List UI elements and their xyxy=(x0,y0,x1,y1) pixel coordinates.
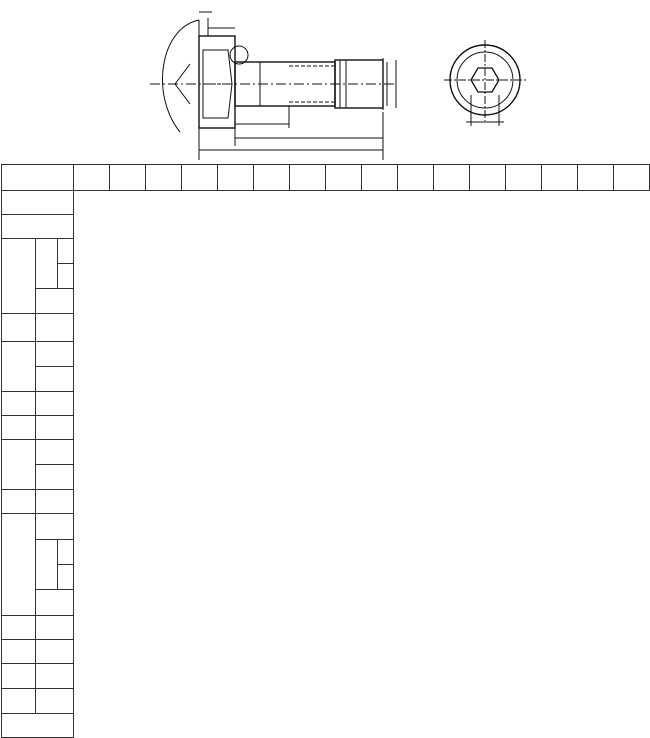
dk-max-label xyxy=(36,239,58,289)
row-label-dw xyxy=(2,664,36,689)
header-row xyxy=(2,165,650,191)
row-P xyxy=(2,191,650,215)
row-k-max xyxy=(2,440,650,465)
row-e xyxy=(2,392,650,416)
s-nominal-label xyxy=(36,514,74,540)
row-s-max6 xyxy=(2,565,650,590)
k-max-label xyxy=(36,440,74,465)
s-min-label xyxy=(36,590,74,616)
size-header xyxy=(326,165,362,191)
s-circle-5 xyxy=(58,540,74,565)
size-header xyxy=(506,165,542,191)
row-s-min xyxy=(2,590,650,616)
ds-max-label xyxy=(36,342,74,367)
row-ds-min xyxy=(2,367,650,392)
size-header xyxy=(74,165,110,191)
size-header xyxy=(254,165,290,191)
dk-circle-2 xyxy=(58,239,74,264)
row-label-w xyxy=(2,689,36,714)
size-header xyxy=(362,165,398,191)
s-max-label xyxy=(36,540,58,590)
size-header xyxy=(290,165,326,191)
row-lf xyxy=(2,416,650,440)
row-label-ds xyxy=(2,342,36,392)
size-header xyxy=(434,165,470,191)
row-s-nominal xyxy=(2,514,650,540)
ds-min-label xyxy=(36,367,74,392)
row-s-max5 xyxy=(2,540,650,565)
dk-min-label xyxy=(36,289,74,314)
row-dk-max3 xyxy=(2,264,650,289)
thread-spec-header xyxy=(2,165,74,191)
row-label-dk xyxy=(2,239,36,314)
technical-drawing xyxy=(0,0,650,162)
row-label-P xyxy=(2,191,74,215)
size-header xyxy=(470,165,506,191)
v-max-label xyxy=(36,640,74,664)
size-header xyxy=(578,165,614,191)
angle-line-upper xyxy=(175,64,190,84)
dw-min-label xyxy=(36,664,74,689)
row-ds-max xyxy=(2,342,650,367)
row-l xyxy=(2,714,650,738)
row-label-t xyxy=(2,616,36,640)
k-min-label xyxy=(36,465,74,490)
size-header xyxy=(398,165,434,191)
row-label-r xyxy=(2,490,36,514)
row-dw xyxy=(2,664,650,689)
lf-max-label xyxy=(36,416,74,440)
row-k-min xyxy=(2,465,650,490)
row-label-b xyxy=(2,215,74,239)
row-label-s xyxy=(2,514,36,616)
size-header xyxy=(182,165,218,191)
row-b xyxy=(2,215,650,239)
r-min-label xyxy=(36,490,74,514)
size-header xyxy=(218,165,254,191)
row-label-l xyxy=(2,714,74,738)
size-header xyxy=(110,165,146,191)
w-min-label xyxy=(36,689,74,714)
row-w xyxy=(2,689,650,714)
row-t xyxy=(2,616,650,640)
row-da xyxy=(2,314,650,342)
dk-circle-3 xyxy=(58,264,74,289)
row-label-da xyxy=(2,314,36,342)
e-min-label xyxy=(36,392,74,416)
row-dk-max2 xyxy=(2,239,650,264)
row-v xyxy=(2,640,650,664)
s-circle-6 xyxy=(58,565,74,590)
size-header xyxy=(614,165,650,191)
spec-table xyxy=(1,164,650,738)
row-label-lf xyxy=(2,416,36,440)
size-header xyxy=(146,165,182,191)
row-label-v xyxy=(2,640,36,664)
row-label-k xyxy=(2,440,36,490)
size-header xyxy=(542,165,578,191)
row-label-e xyxy=(2,392,36,416)
da-max-label xyxy=(36,314,74,342)
angle-line-lower xyxy=(175,84,190,104)
t-min-label xyxy=(36,616,74,640)
row-r xyxy=(2,490,650,514)
row-dk-min xyxy=(2,289,650,314)
